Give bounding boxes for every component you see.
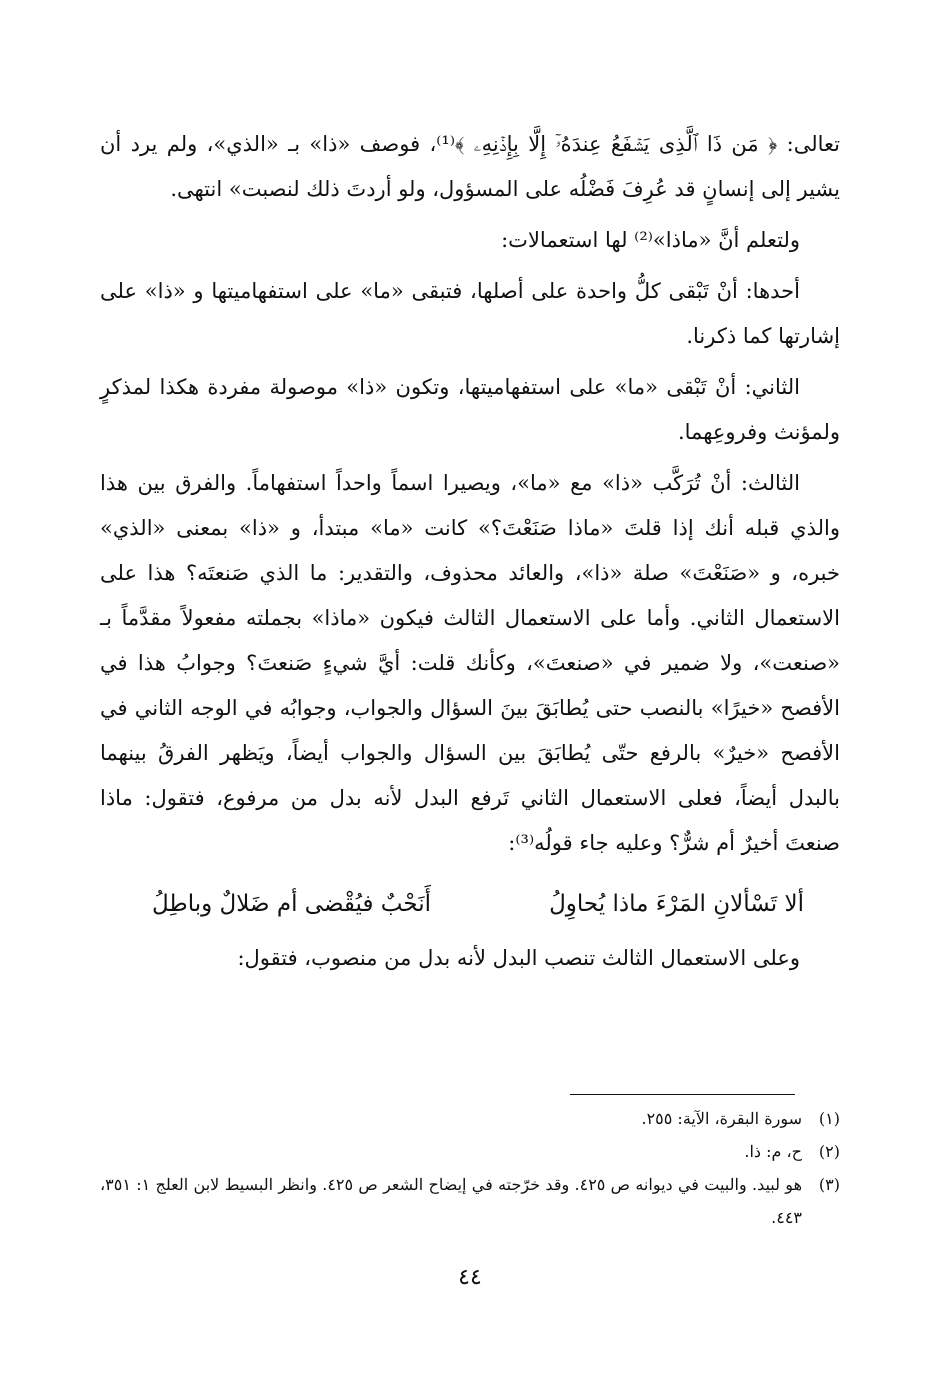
verse-second-hemistich: أَنَحْبٌ فيُقْضى أم ضَلالٌ وباطِلُ <box>152 891 431 917</box>
footnote-number: (٢) <box>818 1142 840 1161</box>
footnote-item <box>100 1135 840 1168</box>
footnote-text: هو لبيد. والبيت في ديوانه ص ٤٢٥. وقد خرّجته في إيضاح الشعر ص ٤٢٥. وانظر البسيط لابن العلج ١: ٣٥١، ٤٤٣. <box>100 1175 803 1227</box>
footnote-text: سورة البقرة، الآية: ٢٥٥. <box>641 1109 802 1128</box>
footnote-number: (٣) <box>818 1175 840 1194</box>
footnote-text: ح، م: ذا. <box>744 1142 802 1161</box>
paragraph-quran-citation: تعالى: ﴿ مَن ذَا ٱلَّذِى يَشۡفَعُ عِندَهُۥٓ إِلَّا بِإِذۡنِهِۦ ﴾⁽¹⁾، فوصف «ذا» بـ «الذي»، ولم يرد أن يشير إلى إنسانٍ قد عُرِفَ فَضْلُه على المسؤول، ولو أردتَ ذلك لنصبت» انتهى. <box>100 132 840 201</box>
paragraph-second-use: الثاني: أنْ تَبْقى «ما» على استفهاميتها، وتكون «ذا» موصولة مفردة هكذا لمذكرٍ ولمؤنث وفروعِهما. <box>100 375 840 444</box>
paragraph-closing: وعلى الاستعمال الثالث تنصب البدل لأنه بدل من منصوب، فتقول: <box>237 946 800 970</box>
page-number: ٤٤ <box>458 1265 482 1290</box>
main-text-block <box>100 122 840 987</box>
footnote-divider <box>570 1094 795 1095</box>
footnotes <box>100 1102 840 1234</box>
poetry-verse <box>100 874 840 934</box>
verse-first-hemistich: ألا تَسْألانِ المَرْءَ ماذا يُحاوِلُ <box>549 891 804 917</box>
footnote-item <box>100 1102 840 1135</box>
footnote-item <box>100 1168 840 1234</box>
paragraph-first-use: أحدها: أنْ تَبْقى كلُّ واحدة على أصلها، فتبقى «ما» على استفهاميتها و «ذا» على إشارتها كما ذكرنا. <box>100 279 840 348</box>
paragraph-third-use: الثالث: أنْ تُرَكَّب «ذا» مع «ما»، ويصيرا اسماً واحداً استفهاماً. والفرق بين هذا والذي قبله أنك إذا قلتَ «ماذا صَنَعْتَ؟» كانت «ما» مبتدأ، و «ذا» بمعنى «الذي» خبره، و «صَنَعْتَ» صلة «ذا»، والعائد محذوف، والتقدير: ما الذي صَنعتَه؟ هذا على الاستعمال الثاني. وأما على الاستعمال الثالث فيكون «ماذا» بجملته مفعولاً مقدَّماً بـ «صنعت»، ولا ضمير في «صنعتَ»، وكأنك قلت: أيَّ شيءٍ صَنعتَ؟ وجوابُ هذا في الأفصح «خيرًا» بالنصب حتى يُطابَقَ بينَ السؤال والجواب، وجوابُه في الوجه الثاني في الأفصح «خيرٌ» بالرفع حتّى يُطابَقَ بين السؤال والجواب أيضاً، ويَظهر الفرقُ بينهما بالبدل أيضاً، فعلى الاستعمال الثاني تَرفع البدل لأنه بدل من مرفوع، فتقول: ماذا صنعتَ أخيرٌ أم شرٌّ؟ وعليه جاء قولُه⁽³⁾: <box>100 471 840 855</box>
paragraph-madha-uses: ولتعلم أنَّ «ماذا»⁽²⁾ لها استعمالات: <box>501 228 800 252</box>
footnote-number: (١) <box>818 1109 840 1128</box>
